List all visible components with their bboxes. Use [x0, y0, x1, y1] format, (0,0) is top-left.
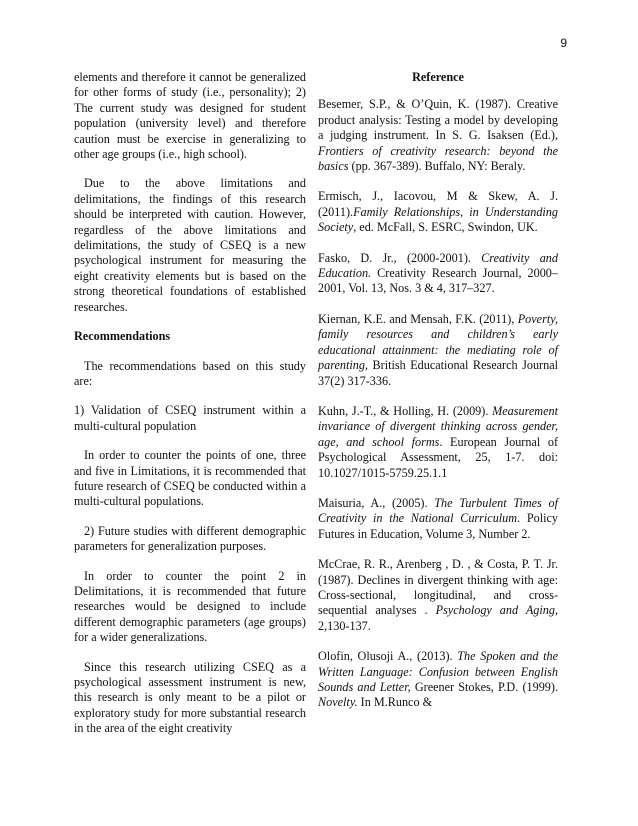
reference-entry: McCrae, R. R., Arenberg , D. , & Costa, P. T. Jr. (1987). Declines in divergent thinking with age: Cross-sectional, longitudinal, and cross-sequential analyses . Psychology and Aging, 2,130-137. [318, 557, 558, 633]
references-column [318, 70, 558, 711]
reference-entry: Maisuria, A., (2005). The Turbulent Times of Creativity in the National Curriculum. Policy Futures in Education, Volume 3, Number 2. [318, 495, 558, 541]
reference-entry: Kiernan, K.E. and Mensah, F.K. (2011), Poverty, family resources and children’s early educational attainment: the mediating role of parenting, British Educational Research Journal 37(2) 317-336. [318, 311, 558, 388]
body-paragraph: In order to counter the points of one, three and five in Limitations, it is recommended that future research of CSEQ be conducted within a multi-cultural populations. [74, 448, 306, 509]
recommendation-item: 2) Future studies with different demographic parameters for generalization purposes. [74, 523, 306, 554]
page-number: 9 [560, 36, 567, 50]
references-heading: Reference [412, 70, 464, 84]
body-paragraph: Since this research utilizing CSEQ as a psychological assessment instrument is new, this research is only meant to be a pilot or exploratory study for more substantial research in the area of the eight creativity [74, 659, 306, 736]
reference-entry: Olofin, Olusoji A., (2013). The Spoken and the Written Language: Confusion between English Sounds and Letter, Greener Stokes, P.D. (1999). Novelty. In M.Runco & [318, 649, 558, 710]
left-column [74, 70, 306, 751]
body-paragraph: Due to the above limitations and delimitations, the findings of this research should be interpreted with caution. However, regardless of the above limitations and delimitations, the study of CSEQ is a new psychological instrument for measuring the eight creativity elements but is based on the strong theoretical foundations of established researches. [74, 176, 306, 314]
reference-entry: Besemer, S.P., & O’Quin, K. (1987). Creative product analysis: Testing a model by developing a judging instrument. In S. G. Isaksen (Ed.), Frontiers of creativity research: beyond the basics (pp. 367-389). Buffalo, NY: Beraly. [318, 97, 558, 174]
body-paragraph: elements and therefore it cannot be generalized for other forms of study (i.e., personality); 2) The current study was designed for student population (university level) and therefore caution must be exercise in generalizing to other age groups (i.e., high school). [74, 70, 306, 162]
body-paragraph: In order to counter the point 2 in Delimitations, it is recommended that future researches would be designed to include different demographic parameters (age groups) for a wider generalizations. [74, 568, 306, 645]
section-heading: Recommendations [74, 329, 171, 344]
reference-entry: Ermisch, J., Iacovou, M & Skew, A. J. (2011).Family Relationships, in Understanding Society, ed. McFall, S. ESRC, Swindon, UK. [318, 189, 558, 235]
reference-entry: Kuhn, J.-T., & Holling, H. (2009). Measurement invariance of divergent thinking across gender, age, and school forms. European Journal of Psychological Assessment, 25, 1-7. doi: 10.1027/1015-5759.25.1.1 [318, 403, 559, 480]
recommendation-item: 1) Validation of CSEQ instrument within a multi-cultural population [74, 403, 306, 433]
body-paragraph: The recommendations based on this study are: [74, 358, 306, 388]
reference-entry: Fasko, D. Jr., (2000-2001). Creativity and Education. Creativity Research Journal, 2000–2001, Vol. 13, Nos. 3 & 4, 317–327. [318, 250, 558, 296]
